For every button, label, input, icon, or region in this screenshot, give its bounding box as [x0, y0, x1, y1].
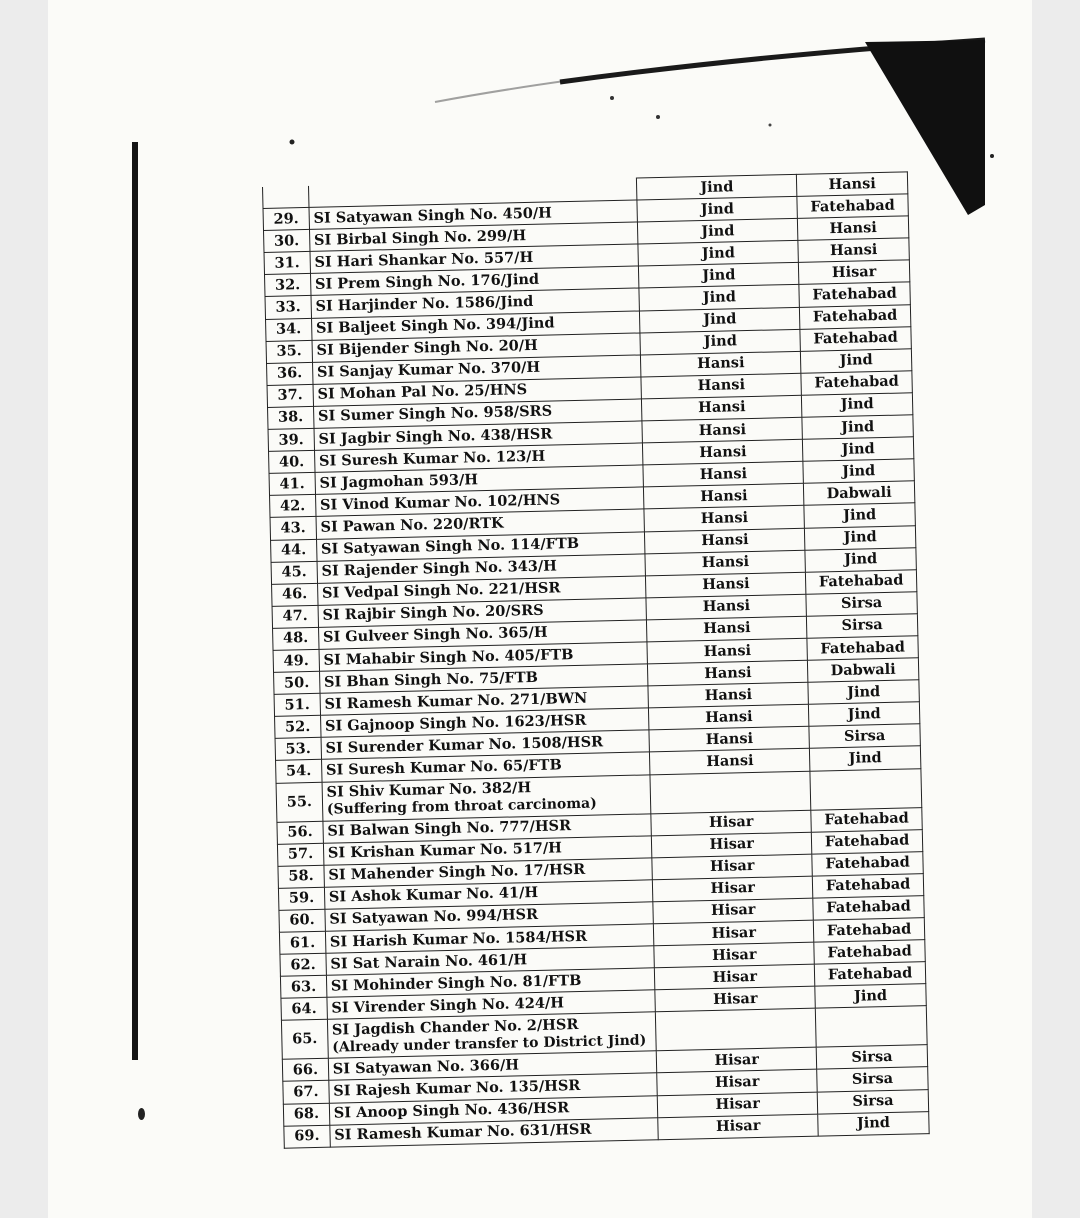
- officer-name-cell-text: SI Harish Kumar No. 1584/HSR: [329, 927, 588, 951]
- to-district-cell-text: Fatehabad: [812, 284, 898, 304]
- from-district-cell: [650, 771, 811, 814]
- to-district-cell: [796, 172, 907, 197]
- to-district-cell: [802, 437, 913, 462]
- serial-number-cell-text: 44.: [280, 541, 307, 559]
- serial-number-cell: [281, 1020, 328, 1060]
- to-district-cell-text: Fatehabad: [812, 306, 898, 326]
- from-district-cell-text: Hansi: [701, 531, 749, 550]
- officer-name-cell-text: SI Jagmohan 593/H: [319, 470, 479, 492]
- to-district-cell: [800, 349, 911, 374]
- to-district-cell-text: Jind: [846, 682, 881, 701]
- serial-number-cell-text: 42.: [279, 496, 306, 515]
- serial-number-cell-text: 54.: [285, 762, 312, 780]
- serial-number-cell: [263, 208, 309, 231]
- to-district-cell: [818, 1111, 929, 1136]
- serial-number-cell-text: 50.: [283, 673, 310, 692]
- to-district-cell-text: Jind: [853, 986, 888, 1005]
- serial-number-cell: [264, 230, 310, 253]
- to-district-cell-text: Jind: [843, 550, 878, 569]
- serial-number-cell: [282, 1059, 328, 1082]
- to-district-cell-text: Fatehabad: [814, 372, 900, 392]
- to-district-cell-text: Jind: [843, 528, 877, 546]
- serial-number-cell: [267, 362, 313, 385]
- to-district-cell-text: Jind: [840, 395, 874, 414]
- to-district-cell-text: Jind: [842, 506, 877, 524]
- serial-number-cell: [276, 760, 322, 783]
- to-district-cell: [809, 746, 920, 771]
- to-district-cell: [801, 371, 912, 396]
- to-district-cell-text: Fatehabad: [825, 853, 910, 873]
- from-district-cell-text: Hansi: [703, 619, 751, 638]
- officer-name-cell-text: SI Satyawan Singh No. 114/FTB: [320, 534, 580, 558]
- serial-number-cell-text: 37.: [277, 386, 303, 405]
- to-district-cell: [797, 216, 908, 241]
- officer-name-cell-text: SI Krishan Kumar No. 517/H: [327, 839, 563, 862]
- serial-number-cell: [280, 975, 326, 998]
- serial-number-cell-text: 53.: [285, 739, 311, 758]
- officer-name-cell-text: SI Hari Shankar No. 557/H: [314, 248, 534, 271]
- serial-number-cell-text: 51.: [284, 695, 310, 714]
- serial-number-cell: [279, 931, 325, 954]
- to-district-cell-text: Dabwali: [826, 483, 892, 503]
- serial-number-cell-text: 39.: [278, 430, 304, 449]
- officer-name-cell-text: SI Gulveer Singh No. 365/H: [322, 624, 548, 647]
- serial-number-cell: [268, 406, 314, 429]
- to-district-cell: [814, 940, 925, 965]
- to-district-cell: [806, 592, 917, 617]
- serial-number-cell: [265, 296, 311, 319]
- to-district-cell-text: Fatehabad: [813, 328, 899, 348]
- to-district-cell-text: Hansi: [829, 218, 877, 237]
- serial-number-cell-text: 68.: [293, 1105, 320, 1123]
- serial-number-cell: [278, 887, 324, 910]
- from-district-cell-text: Hisar: [711, 945, 757, 964]
- to-district-cell: [805, 569, 916, 594]
- to-district-cell: [815, 1006, 927, 1048]
- to-district-cell-text: Fatehabad: [810, 196, 896, 216]
- to-district-cell: [799, 304, 910, 329]
- to-district-cell: [812, 873, 923, 898]
- officer-name-cell-text: SI Sat Narain No. 461/H: [330, 950, 528, 973]
- serial-number-cell: [280, 953, 326, 976]
- officer-name-cell-text: SI Rajbir Singh No. 20/SRS: [322, 602, 544, 625]
- serial-number-cell-text: 57.: [287, 845, 314, 863]
- to-district-cell: [800, 326, 911, 351]
- to-district-cell-text: Sirsa: [851, 1047, 893, 1066]
- serial-number-cell: [279, 909, 325, 932]
- officer-name-cell-text: SI Balwan Singh No. 777/HSR: [327, 817, 572, 840]
- serial-number-cell-text: 62.: [290, 955, 316, 974]
- serial-number-cell: [283, 1081, 329, 1104]
- to-district-cell: [813, 918, 924, 943]
- to-district-cell-text: Fatehabad: [824, 831, 910, 851]
- to-district-cell: [801, 393, 912, 418]
- to-district-cell: [802, 415, 913, 440]
- officer-name-cell-text: SI Surender Kumar No. 1508/HSR: [325, 733, 604, 757]
- serial-number-cell: [265, 274, 311, 297]
- serial-number-cell-text: 31.: [274, 253, 300, 272]
- serial-number-cell: [283, 1103, 329, 1126]
- to-district-cell-text: Sirsa: [840, 594, 883, 613]
- to-district-cell-text: Hansi: [829, 240, 878, 259]
- from-district-cell-text: Jind: [701, 222, 735, 240]
- officer-name-cell-text: SI Satyawan No. 994/HSR: [329, 906, 539, 929]
- to-district-cell: [805, 547, 916, 572]
- officer-name-cell-text: SI Vedpal Singh No. 221/HSR: [321, 579, 561, 602]
- officer-name-cell-text: SI Suresh Kumar No. 123/H: [318, 447, 546, 470]
- to-district-cell: [804, 525, 915, 550]
- serial-number-cell: [275, 716, 321, 739]
- serial-number-cell-text: 52.: [284, 717, 311, 736]
- to-district-cell: [816, 1045, 927, 1070]
- serial-number-cell-text: 46.: [281, 585, 308, 603]
- officer-name-cell-text: SI Mohinder Singh No. 81/FTB: [330, 971, 582, 995]
- officer-name-cell-text: SI Shiv Kumar No. 382/H: [326, 779, 532, 801]
- serial-number-cell-text: 29.: [273, 209, 299, 228]
- from-district-cell-text: Hansi: [697, 376, 746, 395]
- officer-name-cell-text: SI Jagbir Singh No. 438/HSR: [318, 425, 553, 448]
- from-district-cell-text: Hansi: [699, 442, 747, 461]
- to-district-cell-text: Fatehabad: [824, 809, 909, 829]
- serial-number-cell-text: 66.: [292, 1060, 319, 1079]
- to-district-cell: [798, 238, 909, 263]
- to-district-cell: [798, 260, 909, 285]
- officer-name-cell-text: SI Ramesh Kumar No. 271/BWN: [324, 689, 588, 713]
- to-district-cell-text: Jind: [841, 461, 876, 480]
- serial-number-cell: [273, 649, 319, 672]
- to-district-cell-text: Fatehabad: [826, 897, 911, 917]
- to-district-cell-text: Fatehabad: [827, 942, 912, 962]
- to-district-cell: [815, 984, 926, 1009]
- officer-name-cell-text: SI Vinod Kumar No. 102/HNS: [319, 491, 561, 514]
- to-district-cell-text: Sirsa: [841, 616, 883, 635]
- serial-number-cell-text: 47.: [282, 607, 308, 625]
- transfer-list-table: [262, 171, 930, 1148]
- serial-number-cell: [269, 451, 315, 474]
- to-district-cell-text: Jind: [856, 1114, 891, 1132]
- from-district-cell-text: Hisar: [712, 967, 758, 986]
- serial-number-cell: [267, 384, 313, 407]
- serial-number-cell: [271, 539, 317, 562]
- from-district-cell-text: Hisar: [711, 923, 757, 942]
- to-district-cell: [806, 614, 917, 639]
- officer-name-cell-text: SI Pawan No. 220/RTK: [320, 514, 504, 536]
- serial-number-cell: [278, 865, 324, 888]
- to-district-cell-text: Fatehabad: [827, 964, 913, 984]
- serial-number-cell-text: 35.: [276, 342, 302, 360]
- from-district-cell-text: Hansi: [704, 685, 753, 704]
- from-district-cell-text: Hisar: [710, 879, 756, 898]
- to-district-cell-text: Sirsa: [843, 726, 886, 745]
- to-district-cell-text: Fatehabad: [826, 920, 912, 939]
- officer-note-text: (Already under transfer to District Jind): [332, 1032, 647, 1056]
- serial-number-cell-text: 64.: [291, 999, 317, 1018]
- serial-number-cell: [281, 998, 327, 1021]
- to-district-cell: [803, 459, 914, 484]
- from-district-cell-text: Hansi: [698, 420, 747, 439]
- serial-number-cell-text: 40.: [278, 452, 305, 471]
- serial-number-cell: [270, 517, 316, 540]
- officer-name-cell-text: SI Virender Singh No. 424/H: [331, 994, 565, 1017]
- officer-name-cell-text: SI Sanjay Kumar No. 370/H: [316, 359, 541, 382]
- serial-number-cell-text: 32.: [274, 276, 301, 294]
- from-district-cell-text: Hansi: [703, 641, 752, 660]
- serial-number-cell: [264, 252, 310, 275]
- serial-number-cell: [268, 428, 314, 451]
- officer-note-text: (Suffering from throat carcinoma): [326, 795, 597, 818]
- margin-bar: [132, 142, 138, 1060]
- from-district-cell-text: Hansi: [705, 707, 753, 726]
- to-district-cell-text: Fatehabad: [820, 638, 906, 657]
- from-district-cell-text: Jind: [703, 332, 738, 351]
- to-district-cell: [803, 481, 914, 506]
- serial-number-cell: [272, 583, 318, 606]
- serial-number-cell: [272, 605, 318, 628]
- serial-number-cell: [284, 1125, 330, 1148]
- from-district-cell-text: Hansi: [701, 553, 750, 572]
- serial-number-cell: [277, 843, 323, 866]
- to-district-cell-text: Jind: [847, 704, 881, 723]
- serial-number-cell-text: 34.: [275, 320, 302, 338]
- serial-number-cell-text: 59.: [288, 889, 315, 907]
- from-district-cell-text: Hansi: [704, 663, 752, 682]
- from-district-cell-text: Jind: [700, 177, 734, 196]
- serial-number-cell-text: 38.: [277, 408, 304, 427]
- from-district-cell: [656, 1009, 817, 1052]
- serial-number-cell: [269, 473, 315, 496]
- from-district-cell-text: Hansi: [705, 729, 754, 748]
- officer-name-cell-text: SI Prem Singh No. 176/Jind: [314, 270, 540, 293]
- from-district-cell-text: Jind: [701, 244, 736, 262]
- to-district-cell-text: Fatehabad: [825, 875, 911, 895]
- from-district-cell-text: Hisar: [710, 901, 756, 920]
- officer-name-cell-text: SI Mohan Pal No. 25/HNS: [317, 381, 528, 404]
- to-district-cell: [797, 194, 908, 219]
- serial-number-cell: [274, 671, 320, 694]
- from-district-cell-text: Hansi: [706, 751, 754, 771]
- to-district-cell: [799, 282, 910, 307]
- from-district-cell-text: Hisar: [714, 1050, 760, 1069]
- serial-number-cell: [277, 821, 323, 844]
- officer-name-cell-text: SI Rajender Singh No. 343/H: [321, 557, 558, 580]
- to-district-cell: [811, 829, 922, 854]
- serial-number-cell: [263, 185, 309, 208]
- serial-number-cell: [266, 318, 312, 341]
- officer-name-cell-text: SI Bhan Singh No. 75/FTB: [323, 668, 539, 691]
- serial-number-cell-text: 45.: [281, 563, 307, 581]
- serial-number-cell-text: 56.: [287, 823, 313, 841]
- serial-number-cell-text: 43.: [280, 519, 306, 537]
- from-district-cell-text: Hisar: [709, 835, 755, 854]
- officer-name-cell-text: SI Mahabir Singh No. 405/FTB: [323, 645, 574, 669]
- officer-name-cell-text: SI Suresh Kumar No. 65/FTB: [325, 756, 562, 779]
- to-district-cell: [808, 680, 919, 705]
- to-district-cell-text: Jind: [839, 351, 873, 370]
- to-district-cell: [817, 1089, 928, 1114]
- from-district-cell: [658, 1114, 818, 1140]
- to-district-cell: [809, 724, 920, 749]
- from-district-cell-text: Hansi: [700, 509, 749, 528]
- from-district-cell-text: Hansi: [698, 398, 746, 417]
- to-district-cell-text: Hansi: [828, 174, 876, 193]
- officer-name-cell-text: SI Anoop Singh No. 436/HSR: [333, 1099, 570, 1122]
- serial-number-cell: [274, 693, 320, 716]
- to-district-cell: [807, 658, 918, 683]
- officer-name-cell-text: SI Satyawan Singh No. 450/H: [313, 204, 553, 227]
- serial-number-cell-text: 33.: [275, 298, 301, 316]
- serial-number-cell: [273, 627, 319, 650]
- serial-number-cell-text: 58.: [288, 867, 314, 885]
- table-body: [263, 172, 930, 1148]
- serial-number-cell: [275, 738, 321, 761]
- to-district-cell-text: Sirsa: [852, 1092, 894, 1110]
- serial-number-cell-text: 49.: [283, 651, 309, 670]
- to-district-cell: [808, 702, 919, 727]
- serial-number-cell-text: 67.: [293, 1082, 319, 1101]
- margin-mark: [138, 1108, 145, 1120]
- officer-name-cell-text: SI Ramesh Kumar No. 631/HSR: [334, 1120, 592, 1144]
- to-district-cell: [817, 1067, 928, 1092]
- officer-name-cell-text: SI Jagdish Chander No. 2/HSR: [331, 1015, 579, 1039]
- from-district-cell-text: Hisar: [708, 813, 754, 832]
- to-district-cell: [812, 851, 923, 876]
- officer-name-cell-text: SI Birbal Singh No. 299/H: [313, 226, 527, 249]
- serial-number-cell-text: 65.: [291, 1030, 318, 1048]
- serial-number-cell: [266, 340, 312, 363]
- from-district-cell-text: Hansi: [697, 354, 745, 373]
- from-district-cell-text: Hisar: [712, 989, 758, 1008]
- to-district-cell-text: Jind: [848, 749, 882, 767]
- serial-number-cell-text: 55.: [286, 792, 313, 811]
- to-district-cell: [804, 503, 915, 528]
- from-district-cell-text: Hisar: [714, 1072, 760, 1091]
- to-district-cell-text: Dabwali: [830, 660, 896, 679]
- to-district-cell: [810, 768, 922, 810]
- serial-number-cell-text: 41.: [279, 474, 305, 493]
- to-district-cell-text: Hisar: [831, 263, 877, 282]
- officer-name-cell-text: SI Rajesh Kumar No. 135/HSR: [333, 1077, 581, 1100]
- officer-name-cell-text: SI Sumer Singh No. 958/SRS: [317, 402, 553, 426]
- officer-name-cell-text: SI Harjinder No. 1586/Jind: [315, 292, 534, 315]
- serial-number-cell: [270, 495, 316, 518]
- to-district-cell-text: Jind: [840, 417, 875, 436]
- serial-number-cell: [276, 782, 323, 822]
- from-district-cell-text: Hansi: [699, 464, 748, 483]
- from-district-cell-text: Hisar: [709, 857, 755, 876]
- serial-number-cell-text: 69.: [294, 1127, 320, 1145]
- officer-name-cell-text: SI Gajnoop Singh No. 1623/HSR: [324, 711, 587, 735]
- serial-number-cell-text: 60.: [289, 911, 315, 930]
- from-district-cell-text: Hisar: [715, 1095, 761, 1114]
- serial-number-cell: [271, 561, 317, 584]
- to-district-cell-text: Sirsa: [851, 1069, 894, 1088]
- from-district-cell-text: Hansi: [700, 486, 748, 505]
- serial-number-cell-text: 61.: [289, 933, 316, 952]
- serial-number-cell-text: 48.: [282, 629, 309, 648]
- from-district-cell-text: Jind: [700, 199, 735, 218]
- serial-number-cell-text: 63.: [290, 977, 317, 996]
- officer-name-cell-text: SI Satyawan No. 366/H: [332, 1056, 520, 1078]
- to-district-cell: [807, 636, 918, 661]
- from-district-cell-text: Jind: [703, 310, 737, 329]
- to-district-cell: [813, 896, 924, 921]
- to-district-cell-text: Jind: [841, 439, 875, 458]
- from-district-cell-text: Jind: [702, 266, 736, 284]
- serial-number-cell-text: 36.: [276, 364, 303, 383]
- from-district-cell-text: Hisar: [715, 1117, 761, 1136]
- to-district-cell-text: Fatehabad: [818, 571, 904, 591]
- from-district-cell-text: Jind: [702, 288, 737, 307]
- to-district-cell: [811, 807, 922, 832]
- officer-name-cell-text: SI Bijender Singh No. 20/H: [316, 336, 538, 360]
- from-district-cell-text: Hansi: [702, 597, 751, 616]
- officer-name-cell-text: SI Ashok Kumar No. 41/H: [328, 884, 539, 907]
- officer-name-cell-text: SI Baljeet Singh No. 394/Jind: [315, 314, 555, 337]
- serial-number-cell-text: 30.: [273, 231, 300, 250]
- officer-name-cell-text: SI Mahender Singh No. 17/HSR: [328, 861, 586, 884]
- from-district-cell-text: Hansi: [702, 575, 750, 594]
- to-district-cell: [814, 962, 925, 987]
